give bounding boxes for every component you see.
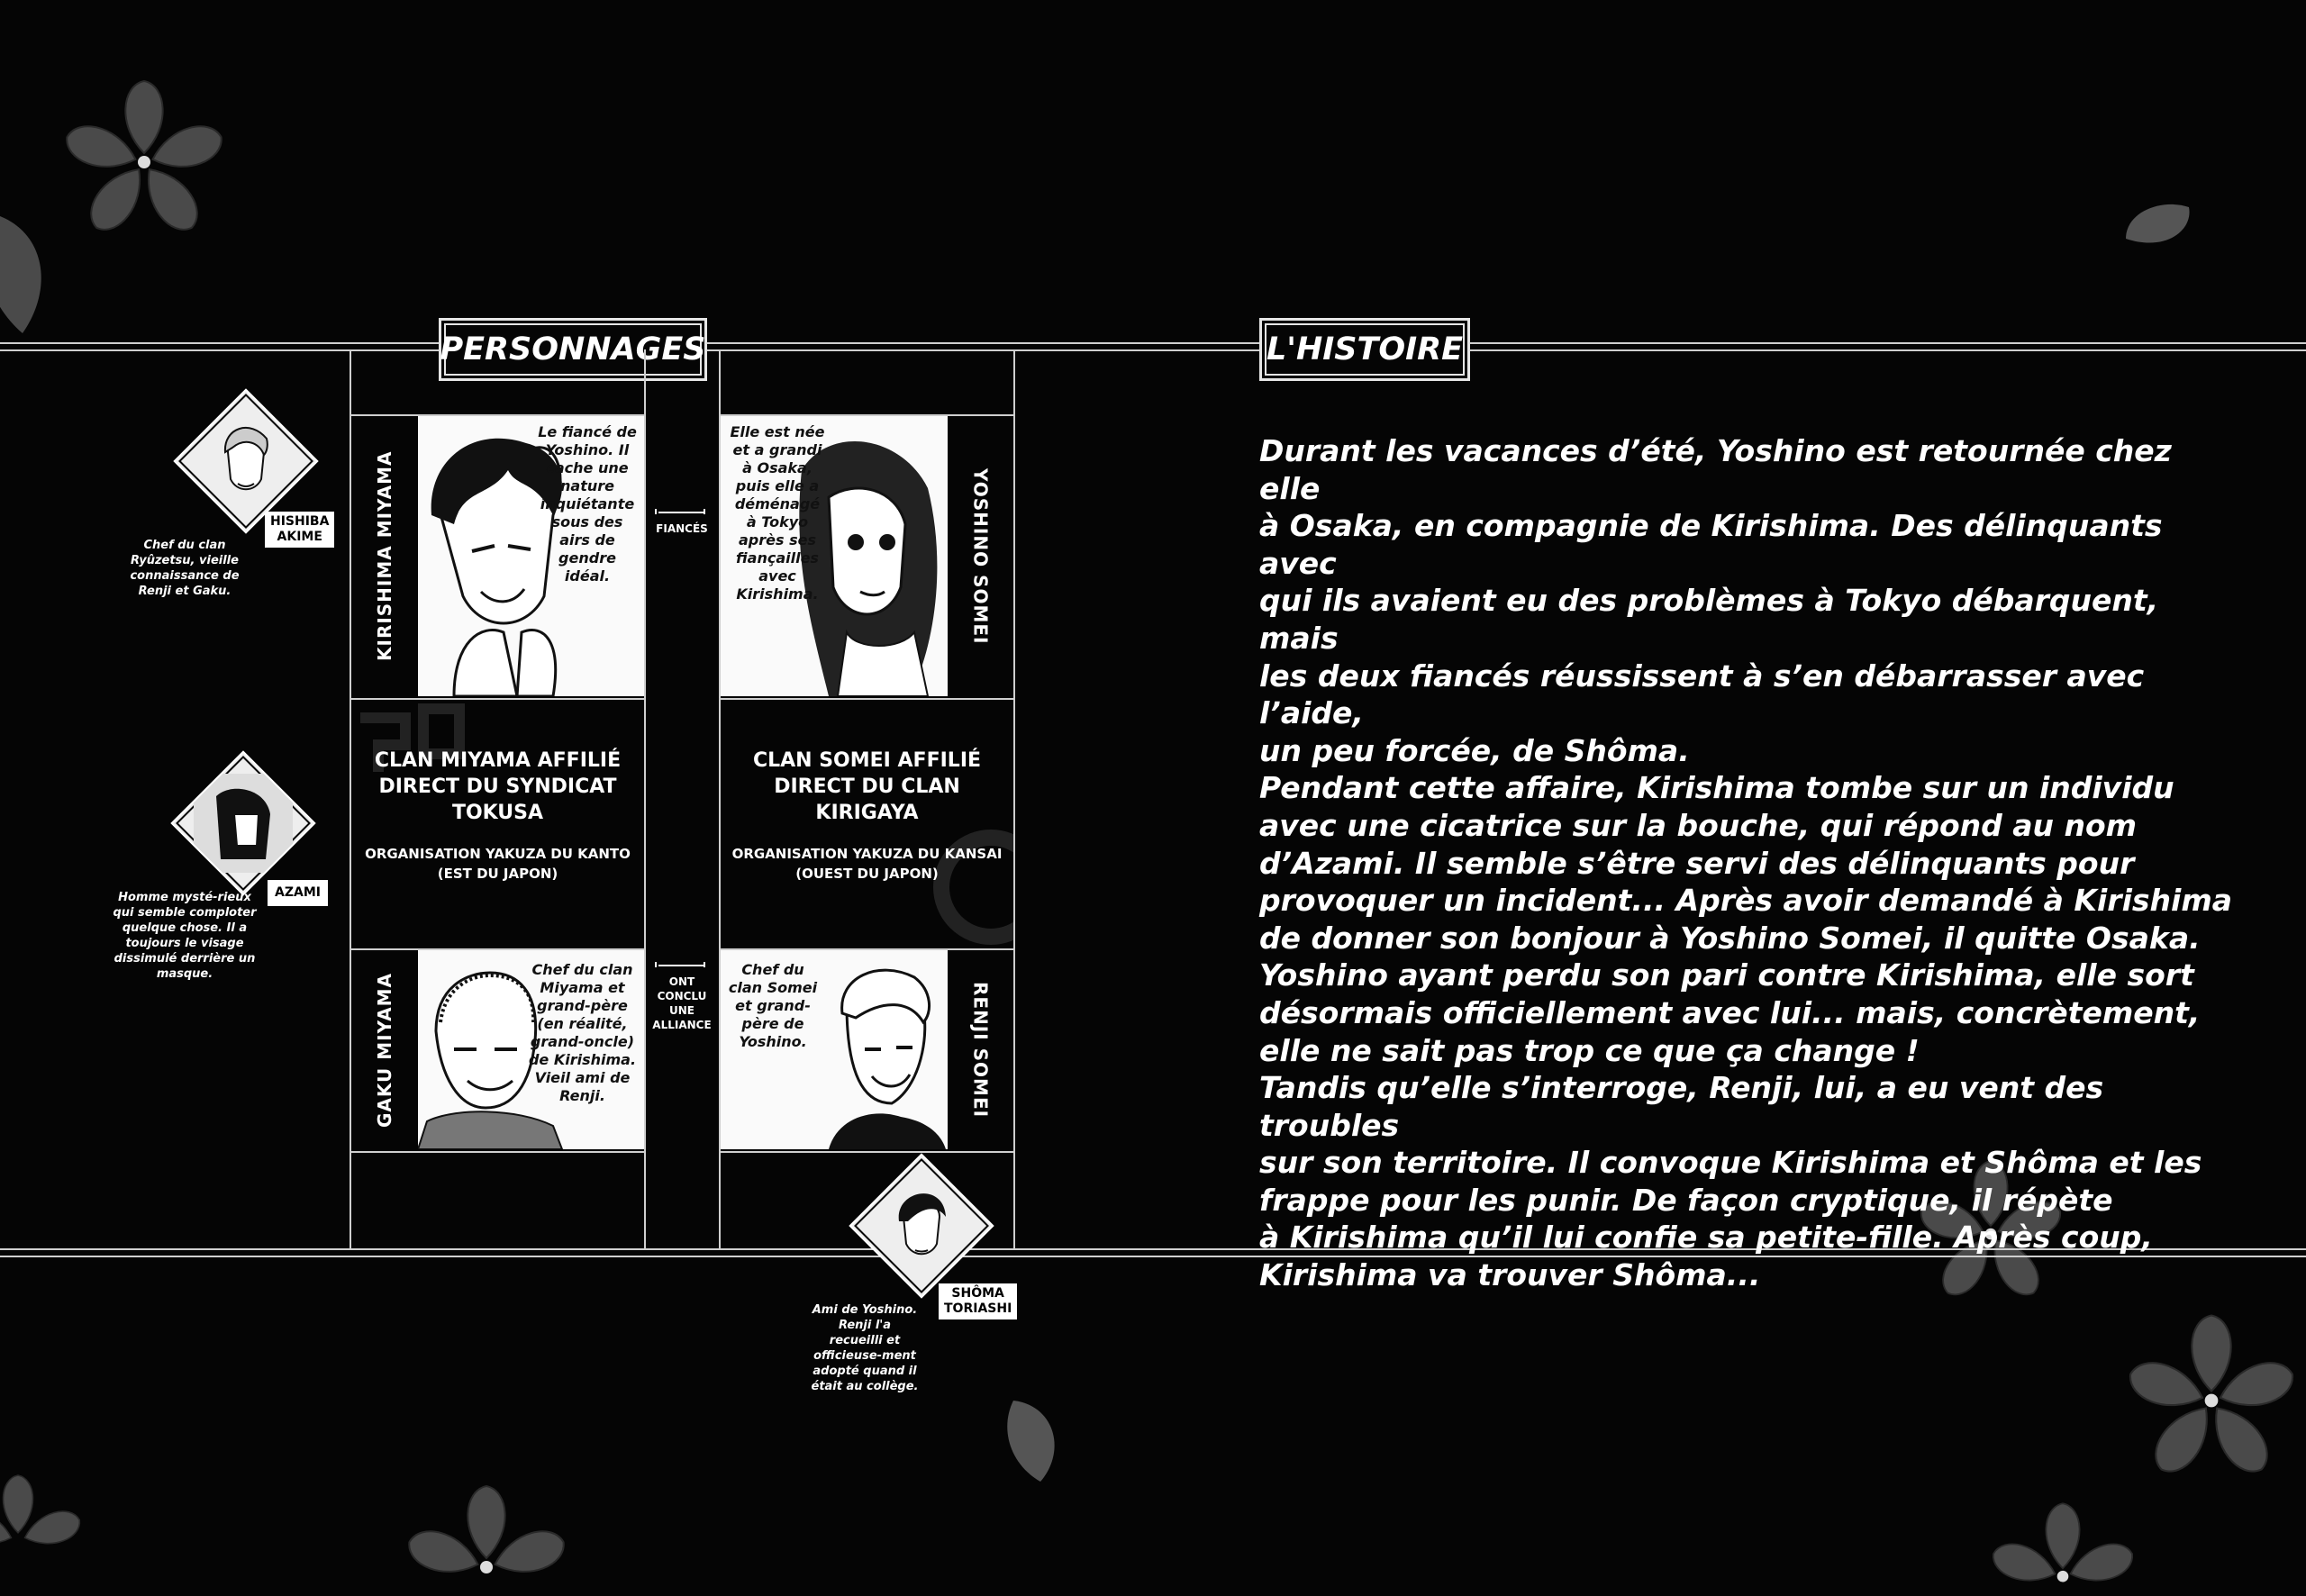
story-title	[1259, 318, 1470, 381]
gaku-bio: Chef du clan Miyama et grand-père (en réalité, grand-oncle) de Kirishima. Vieil ami de Renji.	[528, 961, 637, 1104]
characters-title	[439, 318, 707, 381]
clan-somei-org: ORGANISATION YAKUZA DU KANSAI (OUEST DU JAPON)	[731, 846, 1003, 882]
clan-miyama-org: ORGANISATION YAKUZA DU KANTO (EST DU JAPON)	[365, 846, 631, 882]
sakura-flower-icon	[1982, 1495, 2144, 1596]
renji-name-label: RENJI SOMEI	[969, 981, 992, 1119]
double-arrow-icon	[655, 962, 709, 969]
azami-portrait	[170, 750, 315, 895]
kirishima-bio: Le fiancé de Yoshino. Il cache une nature inquiétante sous des airs de gendre idéal.	[538, 423, 637, 585]
shoma-portrait	[849, 1153, 994, 1298]
grid-line	[644, 349, 646, 1248]
top-rule	[0, 342, 2306, 344]
double-arrow-icon	[655, 509, 709, 516]
sakura-flower-icon	[0, 1468, 90, 1596]
fiances-label: FIANCÉS	[656, 522, 708, 535]
alliance-connector	[645, 962, 719, 1032]
top-rule	[0, 349, 2306, 351]
grid-line	[719, 1151, 1015, 1153]
kirishima-name-label: KIRISHIMA MIYAMA	[374, 450, 395, 662]
yoshino-bio: Elle est née et a grandi à Osaka, puis elle a déménagé à Tokyo après ses fiançailles avec Kirishima.	[730, 423, 825, 603]
renji-bio: Chef du clan Somei et grand-père de Yoshino.	[728, 961, 818, 1050]
sakura-petal-icon	[0, 207, 72, 342]
azami-name: AZAMI	[268, 880, 328, 906]
shoma-face-icon	[872, 1176, 971, 1275]
clan-miyama	[351, 748, 644, 884]
alliance-label: ONT CONCLU UNE ALLIANCE	[652, 975, 712, 1031]
sakura-flower-icon	[2117, 1306, 2306, 1495]
clan-somei-name: CLAN SOMEI AFFILIÉ DIRECT DU CLAN KIRIGAYA	[752, 749, 982, 824]
gaku-name-label: GAKU MIYAMA	[374, 972, 395, 1128]
kirishima-portrait	[418, 416, 644, 696]
sakura-petal-icon	[1000, 1396, 1072, 1486]
hishiba-face-icon	[196, 412, 295, 511]
azami-bio: Homme mysté-rieux qui semble comploter quelque chose. Il a toujours le visage dissimulé derrière un masque.	[113, 891, 257, 981]
yoshino-portrait	[721, 416, 948, 696]
shoma-bio: Ami de Yoshino. Renji l'a recueilli et officieuse-ment adopté quand il était au collège.	[811, 1303, 919, 1393]
hishiba-name: HISHIBA AKIME	[265, 512, 334, 548]
gaku-portrait	[418, 950, 644, 1149]
grid-line	[350, 1151, 646, 1153]
sakura-petal-icon	[2117, 194, 2198, 257]
yoshino-name-label: YOSHINO SOMEI	[969, 467, 992, 645]
story-text: Durant les vacances d’été, Yoshino est retournée chez elle à Osaka, en compagnie de Kirishima. Des délinquants avec qui ils avaient eu des problèmes à Tokyo débarquent, mais les deux fiancés réussissent à s’en débarrasser avec l’aide, un peu forcée, de Shôma. Pendant cette affaire, Kirishima tombe sur un individu avec une cicatrice sur la bouche, qui répond au nom d’Azami. Il semble s’être servi des délinquants pour provoquer un incident... Après avoir demandé à Kirishima de donner son bonjour à Yoshino Somei, il quitte Osaka. Yoshino ayant perdu son pari contre Kirishima, elle sort désormais officiellement avec lui... mais, concrètement, elle ne sait pas trop ce que ça change ! Tandis qu’elle s’interroge, Renji, lui, a eu vent des troubles sur son territoire. Il convoque Kirishima et Shôma et les frappe pour les punir. De façon cryptique, il répète à Kirishima qu’il lui confie sa petite-fille. Après coup, Kirishima va trouver Shôma...	[1259, 433, 2232, 1293]
grid-line	[719, 698, 1015, 700]
sakura-flower-icon	[54, 72, 234, 252]
azami-face-icon	[194, 774, 293, 873]
clan-miyama-name: CLAN MIYAMA AFFILIÉ DIRECT DU SYNDICAT TOKUSA	[374, 749, 622, 824]
shoma-name: SHÔMA TORIASHI	[939, 1283, 1017, 1319]
sakura-flower-icon	[396, 1477, 576, 1596]
characters-title-text: PERSONNAGES	[440, 331, 706, 367]
story-title-text: L'HISTOIRE	[1266, 331, 1464, 367]
hishiba-bio: Chef du clan Ryûzetsu, vieille connaissance de Renji et Gaku.	[130, 539, 240, 598]
grid-line	[1013, 349, 1015, 1248]
renji-portrait	[721, 950, 948, 1149]
fiances-connector	[645, 509, 719, 536]
clan-somei	[721, 748, 1013, 884]
